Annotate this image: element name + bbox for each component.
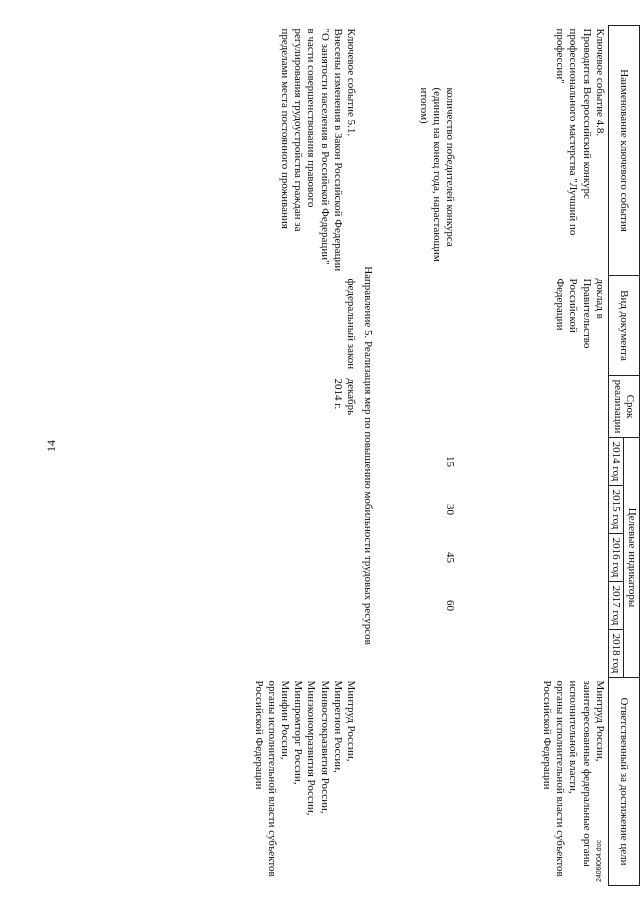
table-row — [458, 26, 608, 886]
deadline-cell — [376, 376, 458, 438]
table-row — [376, 26, 458, 886]
responsible-cell: Минтруд России, заинтересованные федеральные органы исполнительной власти, органы исполнительной власти субъектов Российской Федерации — [540, 680, 606, 877]
header-indicators: Целевые индикаторы — [624, 438, 640, 678]
header-responsible: Ответственный за достижение цели — [608, 678, 639, 886]
responsible-cell — [376, 678, 458, 886]
header-event: Наименование ключевого события — [608, 26, 639, 276]
indicator-name-cell: количество победителей конкурса (единиц на конец года, нарастающим итогом) — [417, 87, 457, 262]
value-cell — [250, 534, 360, 582]
responsible-cell: Минтруд России, Минрегион России, Минвостокразвития России, Минэкономразвития России, Минпромторг России, Минфин России, органы исполнительной власти субъектов Российской Федерации — [252, 680, 358, 877]
value-cell — [458, 438, 608, 486]
header-year: 2014 год — [608, 438, 624, 486]
direction-row — [359, 26, 376, 886]
doc-type-cell — [376, 276, 458, 376]
value-cell: 60 — [444, 600, 457, 611]
value-cell — [458, 486, 608, 534]
doc-type-cell: федеральный закон — [345, 278, 358, 370]
header-year: 2016 год — [608, 534, 624, 582]
deadline-cell — [458, 376, 608, 438]
header-year: 2015 год — [608, 486, 624, 534]
footer-file-code: 2406ł004.doc — [596, 840, 603, 883]
header-deadline: Срок реализации — [608, 376, 639, 438]
event-cell: Ключевое событие 4.8. Проводится Всероссийский конкурс профессионального мастерства "Лучший по профессии" — [554, 28, 606, 236]
value-cell — [376, 630, 458, 678]
value-cell: 30 — [444, 504, 457, 515]
value-cell — [458, 630, 608, 678]
header-doc-type: Вид документа — [608, 276, 639, 376]
deadline-cell: декабрь 2014 г. — [331, 378, 358, 416]
value-cell: 15 — [444, 456, 457, 467]
direction-title: Направление 5. Реализация мер по повышению мобильности трудовых ресурсов — [362, 266, 375, 645]
value-cell: 45 — [444, 552, 457, 563]
value-cell — [250, 438, 360, 486]
value-cell — [250, 630, 360, 678]
table-row — [250, 26, 360, 886]
indicator-table — [250, 25, 640, 886]
page-number: 14 — [44, 440, 58, 452]
doc-type-cell: доклад в Правительство Российской Федерации — [554, 278, 606, 349]
value-cell — [458, 582, 608, 630]
value-cell — [250, 582, 360, 630]
value-cell — [250, 486, 360, 534]
value-cell — [458, 534, 608, 582]
rotated-page — [80, 25, 640, 885]
event-cell: Ключевое событие 5.1. Внесены изменения в Закон Российской Федерации "О занятости населения в Российской Федерации" в части совершенствования правового регулирования трудоустройства граждан за пределами места постоянного проживания — [279, 28, 358, 272]
header-year: 2018 год — [608, 630, 624, 678]
header-year: 2017 год — [608, 582, 624, 630]
